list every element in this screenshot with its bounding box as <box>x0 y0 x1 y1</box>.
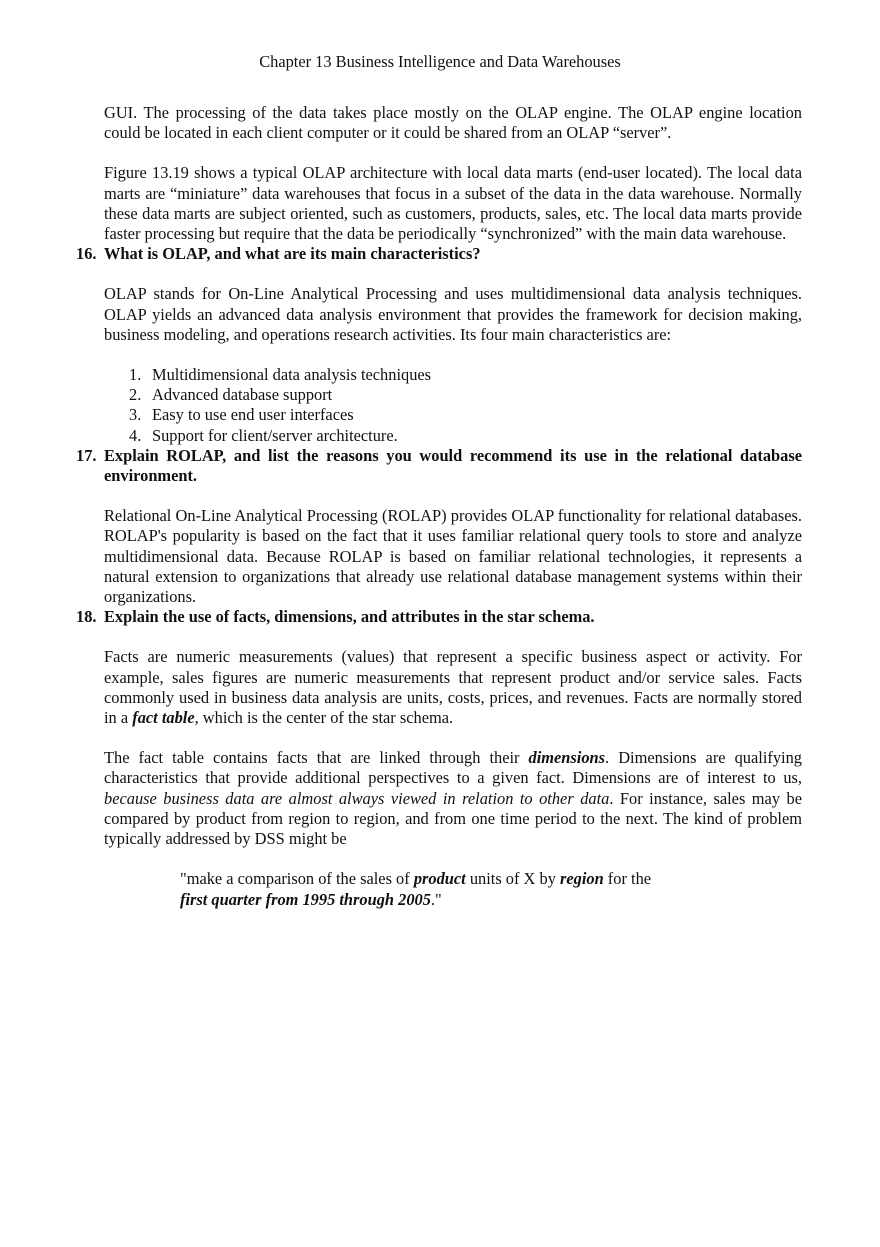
question-17-heading <box>76 445 802 486</box>
question-18-heading <box>76 607 802 627</box>
fact-table-term: fact table <box>132 708 195 728</box>
question-16-answer: OLAP stands for On-Line Analytical Processing and uses multidimensional data analysis techniques. OLAP yields an advanced data analysis environment that provides the framework for decision making, business modeling, and operations research activities. Its four main characteristics are: <box>104 284 802 344</box>
quote-text: units of X by <box>465 869 560 889</box>
question-17-text: Explain ROLAP, and list the reasons you would recommend its use in the relational database environment. <box>104 445 802 486</box>
list-item-number: 3. <box>129 405 142 425</box>
list-item-number: 2. <box>129 385 142 405</box>
list-item <box>104 365 802 385</box>
region-term: region <box>559 869 604 889</box>
answer-text: The fact table contains facts that are linked through their <box>104 748 529 768</box>
running-header: Chapter 13 Business Intelligence and Data Warehouses <box>259 52 621 71</box>
italic-emphasis: because business data are almost always viewed in relation to other data <box>104 788 610 808</box>
question-16-heading <box>76 244 802 264</box>
question-16-text: What is OLAP, and what are its main characteristics? <box>104 244 481 264</box>
period-term: first quarter from 1995 through 2005 <box>180 889 431 909</box>
question-18-answer-paragraph-1 <box>104 647 802 728</box>
quote-text: for the <box>603 869 652 889</box>
question-17-answer: Relational On-Line Analytical Processing (ROLAP) provides OLAP functionality for relational databases. ROLAP's popularity is based on the fact that it uses familiar relational query tools to store and analyze multidimensional data. Because ROLAP is based on familiar relational technologies, it represents a natural extension to organizations that already use relational database management systems within their organizations. <box>104 506 802 607</box>
list-item-text: Multidimensional data analysis techniques <box>152 365 432 385</box>
quote-text: "make a comparison of the sales of <box>180 869 414 889</box>
list-item <box>104 405 802 425</box>
dss-example-quote <box>180 869 740 909</box>
answer-text: , which is the center of the star schema. <box>194 708 454 728</box>
product-term: product <box>413 869 466 889</box>
intro-paragraph-1: GUI. The processing of the data takes place mostly on the OLAP engine. The OLAP engine location could be located in each client computer or it could be shared from an OLAP “server”. <box>104 103 802 143</box>
question-18-number: 18. <box>76 607 97 627</box>
intro-paragraph-2: Figure 13.19 shows a typical OLAP architecture with local data marts (end-user located). The local data marts are “miniature” data warehouses that focus in a subset of the data in the data warehouse. Normally these data marts are subject oriented, such as customers, products, sales, etc. The local data marts provide faster processing but require that the data be periodically “synchronized” with the main data warehouse. <box>104 163 802 244</box>
page-content <box>76 103 802 910</box>
question-17-number: 17. <box>76 445 97 465</box>
olap-characteristics-list <box>104 365 802 446</box>
list-item-text: Easy to use end user interfaces <box>152 405 354 425</box>
quote-text: ." <box>430 889 442 909</box>
question-18-text: Explain the use of facts, dimensions, and attributes in the star schema. <box>104 607 595 627</box>
question-16-number: 16. <box>76 244 97 264</box>
answer-text: Facts are numeric measurements (values) that represent a specific business aspect or activity. For example, sales figures are numeric measurements that represent product and/or service sales. Facts commonly used in business data analysis are units, costs, prices, and revenues. Facts are normally stored in a <box>104 647 802 728</box>
answer-text: . For instance, sales may be compared by product from region to region, and from one time period to the next. The kind of problem typically addressed by DSS might be <box>104 788 802 849</box>
dimensions-term: dimensions <box>528 748 606 768</box>
list-item <box>104 385 802 405</box>
question-18-answer-paragraph-2 <box>104 748 802 849</box>
list-item-text: Support for client/server architecture. <box>152 425 398 445</box>
list-item <box>104 426 802 446</box>
answer-text: . Dimensions are qualifying characteristics that provide additional perspectives to a given fact. Dimensions are of interest to us, <box>104 748 802 788</box>
list-item-number: 1. <box>129 365 142 385</box>
list-item-text: Advanced database support <box>152 385 333 405</box>
list-item-number: 4. <box>129 425 142 445</box>
